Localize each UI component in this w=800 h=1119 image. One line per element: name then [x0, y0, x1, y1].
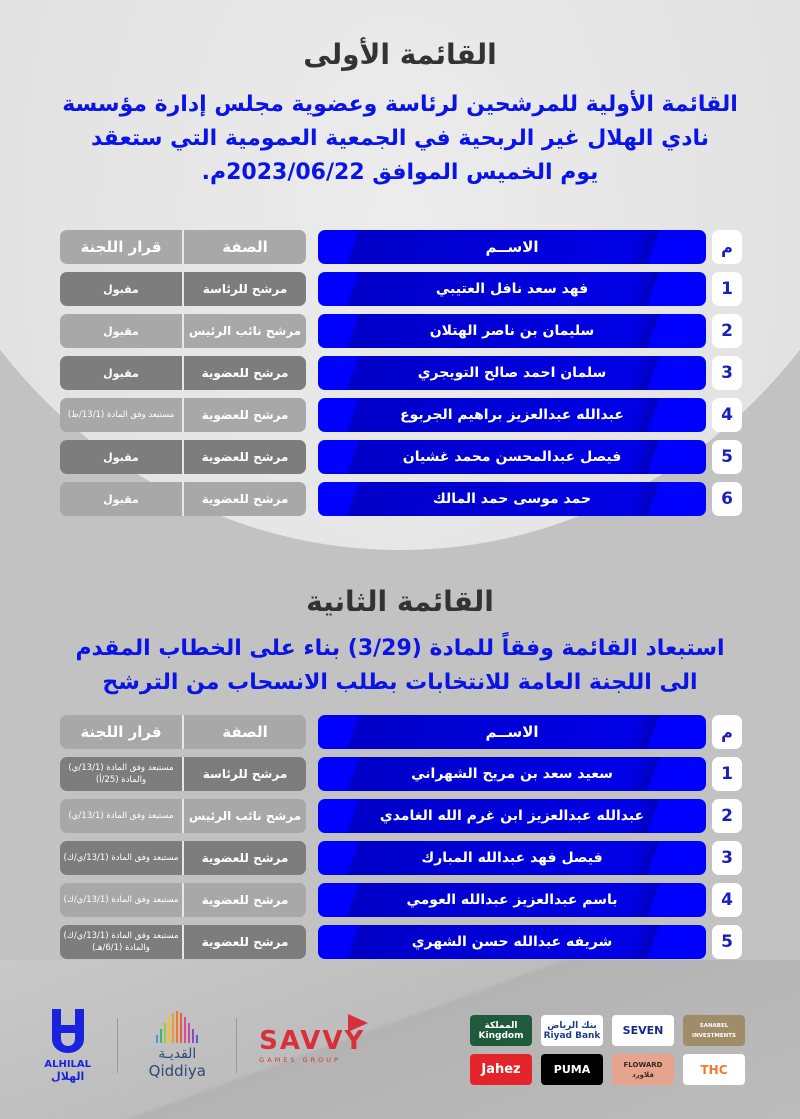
header-name: الاســم [318, 230, 706, 264]
row-name: عبدالله عبدالعزيز ابن غرم الله الغامدي [318, 799, 706, 833]
list2-table [60, 715, 742, 967]
header-grey [60, 230, 306, 264]
row-name: عبدالله عبدالعزيز براهيم الجربوع [318, 398, 706, 432]
table-header [60, 230, 742, 264]
table-row [60, 482, 742, 516]
list2-subtitle [60, 632, 740, 700]
header-role: الصفة [182, 230, 306, 264]
alhilal-english: ALHILAL [44, 1059, 92, 1070]
row-num: 5 [712, 440, 742, 474]
row-num: 3 [712, 356, 742, 390]
row-num: 2 [712, 799, 742, 833]
table-row [60, 883, 742, 917]
row-role: مرشح نائب الرئيس [182, 799, 306, 833]
row-num: 4 [712, 398, 742, 432]
row-grey [60, 925, 306, 959]
row-role: مرشح للعضوية [182, 925, 306, 959]
header-name: الاســم [318, 715, 706, 749]
row-name: باسم عبدالعزيز عبدالله العومي [318, 883, 706, 917]
qiddiya-bars-icon [156, 1011, 198, 1043]
row-num: 4 [712, 883, 742, 917]
row-name: فهد سعد نافل العتيبي [318, 272, 706, 306]
row-decision: مستبعد وفق المادة (13/1/ي/ك) والمادة (6/1/هـ) [63, 931, 179, 953]
row-role: مرشح نائب الرئيس [182, 314, 306, 348]
header-num: م [712, 230, 742, 264]
header-grey [60, 715, 306, 749]
header-num: م [712, 715, 742, 749]
list2-subtitle-line: استبعاد القائمة وفقاً للمادة (3/29) بناء على الخطاب المقدم [75, 636, 725, 661]
qiddiya-logo [140, 1011, 214, 1080]
row-name: فيصل عبدالمحسن محمد غشيان [318, 440, 706, 474]
partner-logos [40, 995, 370, 1095]
row-role: مرشح للعضوية [182, 398, 306, 432]
row-grey [60, 757, 306, 791]
sponsor-puma: PUMA [541, 1054, 603, 1085]
row-num: 1 [712, 757, 742, 791]
table-row [60, 356, 742, 390]
savvy-triangle-icon [348, 1014, 368, 1032]
qiddiya-english: Qiddiya [148, 1061, 206, 1080]
alhilal-arabic: الهلال [51, 1070, 85, 1083]
sponsors-grid [470, 1015, 760, 1085]
list2-subtitle-line: الى اللجنة العامة للانتخابات بطلب الانسحاب من الترشح [102, 670, 698, 695]
row-name: حمد موسى حمد المالك [318, 482, 706, 516]
row-decision: مقبول [103, 366, 139, 380]
row-grey [60, 398, 306, 432]
row-num: 2 [712, 314, 742, 348]
list1-subtitle-line: يوم الخميس الموافق 2023/06/22م. [201, 160, 599, 185]
sponsor-riyad-bank: بنك الرياض Riyad Bank [541, 1015, 603, 1046]
table-row [60, 398, 742, 432]
qiddiya-arabic: القديـة [158, 1045, 197, 1062]
list1-subtitle-line: نادي الهلال غير الربحية في الجمعية العمومية التي ستعقد [90, 126, 710, 151]
row-name: سلمان احمد صالح التويجري [318, 356, 706, 390]
alhilal-crest-icon [49, 1007, 87, 1055]
row-name: سعيد سعد بن مريح الشهراني [318, 757, 706, 791]
row-num: 6 [712, 482, 742, 516]
table-row [60, 841, 742, 875]
row-role: مرشح للرئاسة [182, 272, 306, 306]
row-grey [60, 272, 306, 306]
sponsor-thc: THC [683, 1054, 745, 1085]
row-role: مرشح للعضوية [182, 883, 306, 917]
list1-table [60, 230, 742, 524]
header-role: الصفة [182, 715, 306, 749]
list2-title: القائمة الثانية [306, 585, 494, 618]
row-decision: مستبعد وفق المادة (13/1/ي/ك) [63, 853, 179, 863]
row-num: 5 [712, 925, 742, 959]
table-row [60, 440, 742, 474]
table-row [60, 757, 742, 791]
sponsor-floward: FLOWARD فلاورد [612, 1054, 674, 1085]
row-role: مرشح للعضوية [182, 841, 306, 875]
row-role: مرشح للعضوية [182, 440, 306, 474]
divider [236, 1018, 237, 1073]
row-name: فيصل فهد عبدالله المبارك [318, 841, 706, 875]
sponsor-jahez: Jahez [470, 1054, 532, 1085]
row-decision: مستبعد وفق المادة (13/1/ط) [67, 410, 175, 420]
row-role: مرشح للعضوية [182, 482, 306, 516]
row-grey [60, 440, 306, 474]
row-grey [60, 482, 306, 516]
list1-subtitle [60, 88, 740, 190]
savvy-wordmark: SAVVY [259, 1026, 366, 1056]
row-grey [60, 314, 306, 348]
table-row [60, 799, 742, 833]
row-name: شريفه عبدالله حسن الشهري [318, 925, 706, 959]
row-decision: مقبول [103, 324, 139, 338]
row-role: مرشح للعضوية [182, 356, 306, 390]
row-role: مرشح للرئاسة [182, 757, 306, 791]
row-name: سليمان بن ناصر الهتلان [318, 314, 706, 348]
row-decision: مستبعد وفق المادة (13/1/ي) [68, 811, 174, 821]
sponsor-sanabel: SANABEL INVESTMENTS [683, 1015, 745, 1046]
row-grey [60, 883, 306, 917]
row-decision: مقبول [103, 450, 139, 464]
row-decision: مستبعد وفق المادة (13/1/ي/ك) [63, 895, 179, 905]
table-row [60, 925, 742, 959]
row-decision: مستبعد وفق المادة (13/1/ي) والمادة (25/أ) [68, 763, 174, 785]
table-row [60, 314, 742, 348]
sponsor-seven: SEVEN [612, 1015, 674, 1046]
divider [117, 1018, 118, 1073]
row-grey [60, 799, 306, 833]
row-num: 3 [712, 841, 742, 875]
list1-subtitle-line: القائمة الأولية للمرشحين لرئاسة وعضوية مجلس إدارة مؤسسة [62, 92, 738, 117]
row-grey [60, 356, 306, 390]
savvy-logo [259, 1026, 370, 1064]
row-grey [60, 841, 306, 875]
header-decision: قرار اللجنة [80, 237, 162, 256]
sponsor-kingdom: المملكة Kingdom [470, 1015, 532, 1046]
header-decision: قرار اللجنة [80, 722, 162, 741]
table-row [60, 272, 742, 306]
row-decision: مقبول [103, 492, 139, 506]
list1-title: القائمة الأولى [303, 38, 497, 71]
row-decision: مقبول [103, 282, 139, 296]
savvy-subtitle: GAMES GROUP [259, 1056, 341, 1064]
row-num: 1 [712, 272, 742, 306]
table-header [60, 715, 742, 749]
alhilal-logo [40, 1007, 95, 1083]
